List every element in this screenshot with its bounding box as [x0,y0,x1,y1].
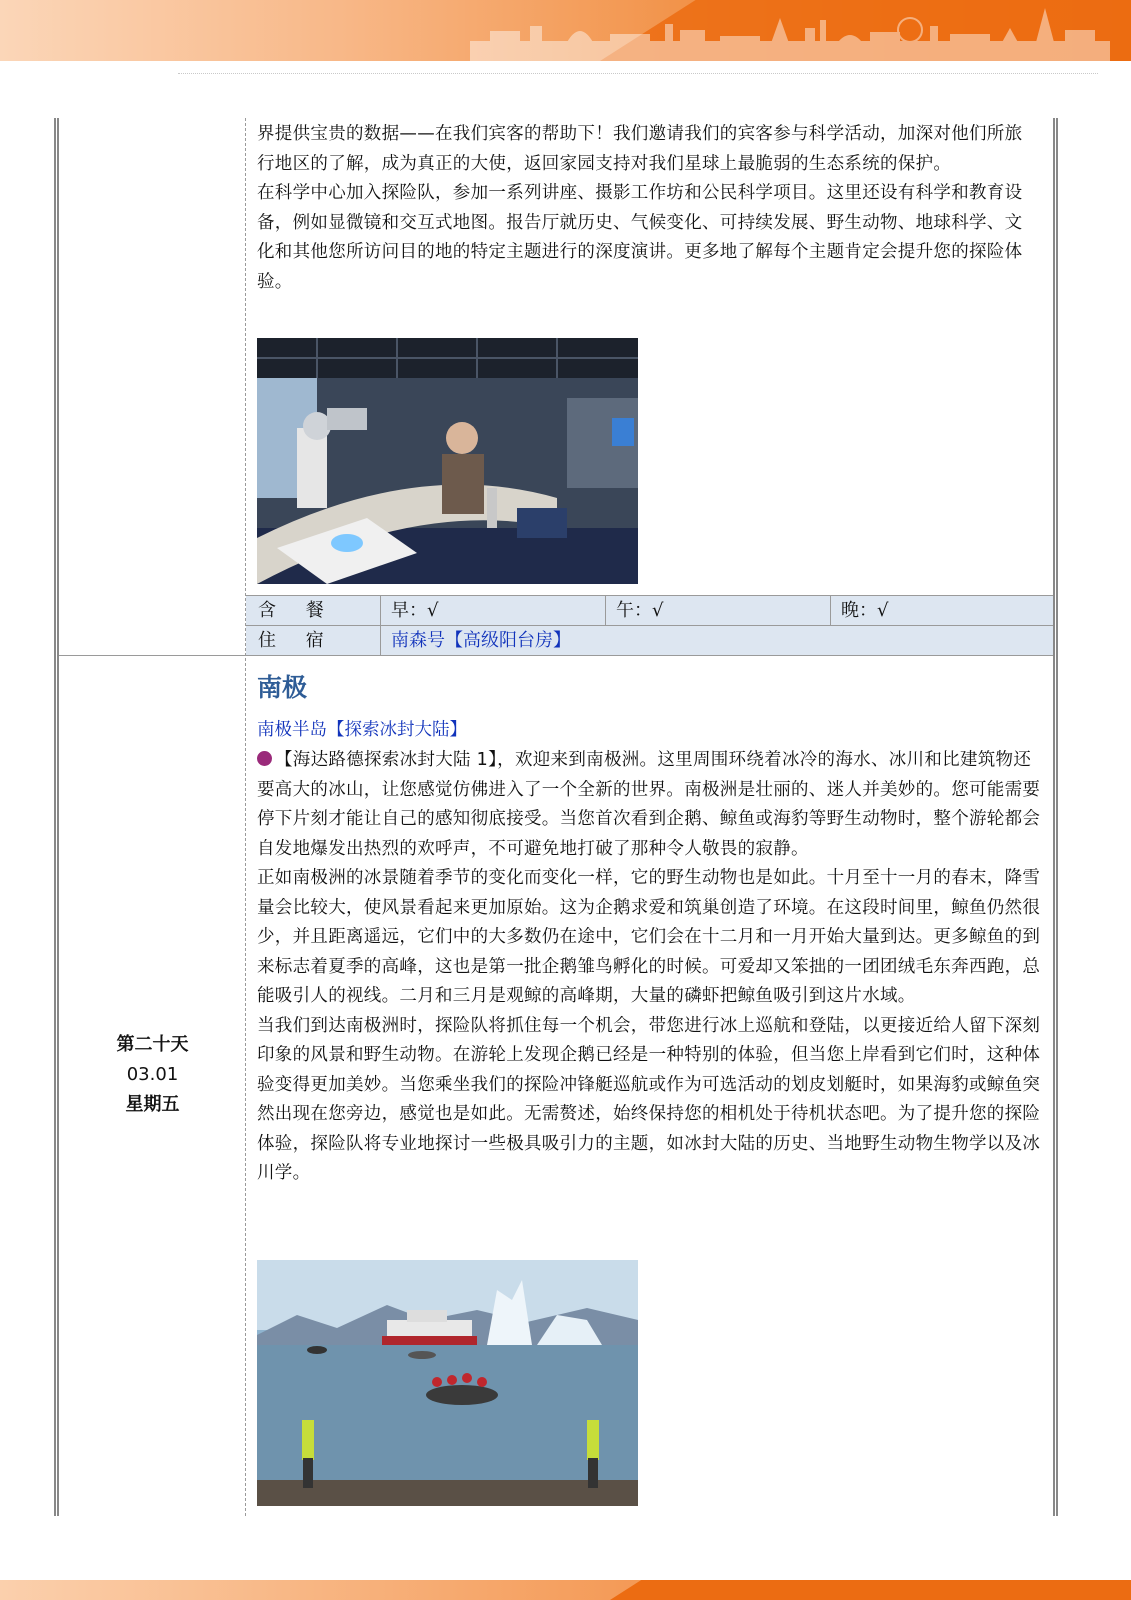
lunch-cell: 午：√ [605,596,830,625]
day-weekday: 星期五 [125,1094,180,1115]
science-center-photo [257,338,638,584]
lodging-label: 住 宿 [258,630,336,651]
lead-rest: ，欢迎来到南极洲。这里周围环绕着冰冷的海水、冰川和比建筑物还要高大的冰山，让您感觉仿佛进入了一个全新的世界。南极洲是壮丽的、迷人并美妙的。您可能需要停下片刻才能让自己的感知彻底接受。当您首次看到企鹅、鲸鱼或海豹等野生动物时，整个游轮都会自发地爆发出热烈的欢呼声，不可避免地打破了那种令人敬畏的寂静。 [257,750,1041,859]
lodging-row [246,625,1053,655]
day-date: 03.01 [126,1064,179,1085]
paragraph: 正如南极洲的冰景随着季节的变化而变化一样，它的野生动物也是如此。十月至十一月的春末，降雪量会比较大，使风景看起来更加原始。这为企鹅求爱和筑巢创造了环境。在这段时间里，鲸鱼仍然很少，并且距离遥远，它们中的大多数仍在途中，它们会在十二月和一月开始大量到达。更多鲸鱼的到来标志着夏季的高峰，这也是第一批企鹅雏鸟孵化的时候。可爱却又笨拙的一团团绒毛东奔西跑，总能吸引人的视线。二月和三月是观鲸的高峰期，大量的磷虾把鲸鱼吸引到这片水域。 [257,868,1041,1006]
day-title: 南极 [257,673,308,702]
day-number: 第二十天 [116,1034,189,1055]
city-skyline-icon [470,6,1110,61]
day-subtitle: 南极半岛【探索冰封大陆】 [257,720,467,740]
header-divider [178,73,1098,74]
meal-lodging-grid [246,595,1053,655]
meals-row [246,595,1053,625]
lodging-value: 南森号【高级阳台房】 [380,626,1053,655]
breakfast-cell: 早：√ [380,596,605,625]
science-center-text [257,120,1039,297]
footer-band [0,1580,1131,1600]
bullet-icon [257,751,272,766]
row-divider [59,655,1053,656]
day-label [60,1030,245,1120]
paragraph: 在科学中心加入探险队，参加一系列讲座、摄影工作坊和公民科学项目。这里还设有科学和教育设备，例如显微镜和交互式地图。报告厅就历史、气候变化、可持续发展、野生动物、地球科学、文化和其他您所访问目的地的特定主题进行的深度演讲。更多地了解每个主题肯定会提升您的探险体验。 [257,183,1023,292]
meals-label: 含 餐 [258,600,336,621]
dinner-cell: 晚：√ [830,596,1053,625]
antarctica-text [257,746,1045,1189]
lead-highlight: 【海达路德探索冰封大陆 1】 [275,750,498,770]
expedition-ship-photo [257,1260,638,1506]
header-band [0,0,1131,61]
day-column-divider [245,118,246,1516]
lead-paragraph [257,746,1045,864]
paragraph: 当我们到达南极洲时，探险队将抓住每一个机会，带您进行冰上巡航和登陆，以更接近给人留下深刻印象的风景和野生动物。在游轮上发现企鹅已经是一种特别的体验，但当您上岸看到它们时，这种体验变得更加美妙。当您乘坐我们的探险冲锋艇巡航或作为可选活动的划皮划艇时，如果海豹或鲸鱼突然出现在您旁边，感觉也是如此。无需赘述，始终保持您的相机处于待机状态吧。为了提升您的探险体验，探险队将专业地探讨一些极具吸引力的主题，如冰封大陆的历史、当地野生动物生物学以及冰川学。 [257,1015,1041,1183]
paragraph: 界提供宝贵的数据——在我们宾客的帮助下！我们邀请我们的宾客参与科学活动，加深对他们所旅行地区的了解，成为真正的大使，返回家园支持对我们星球上最脆弱的生态系统的保护。 [257,124,1023,174]
